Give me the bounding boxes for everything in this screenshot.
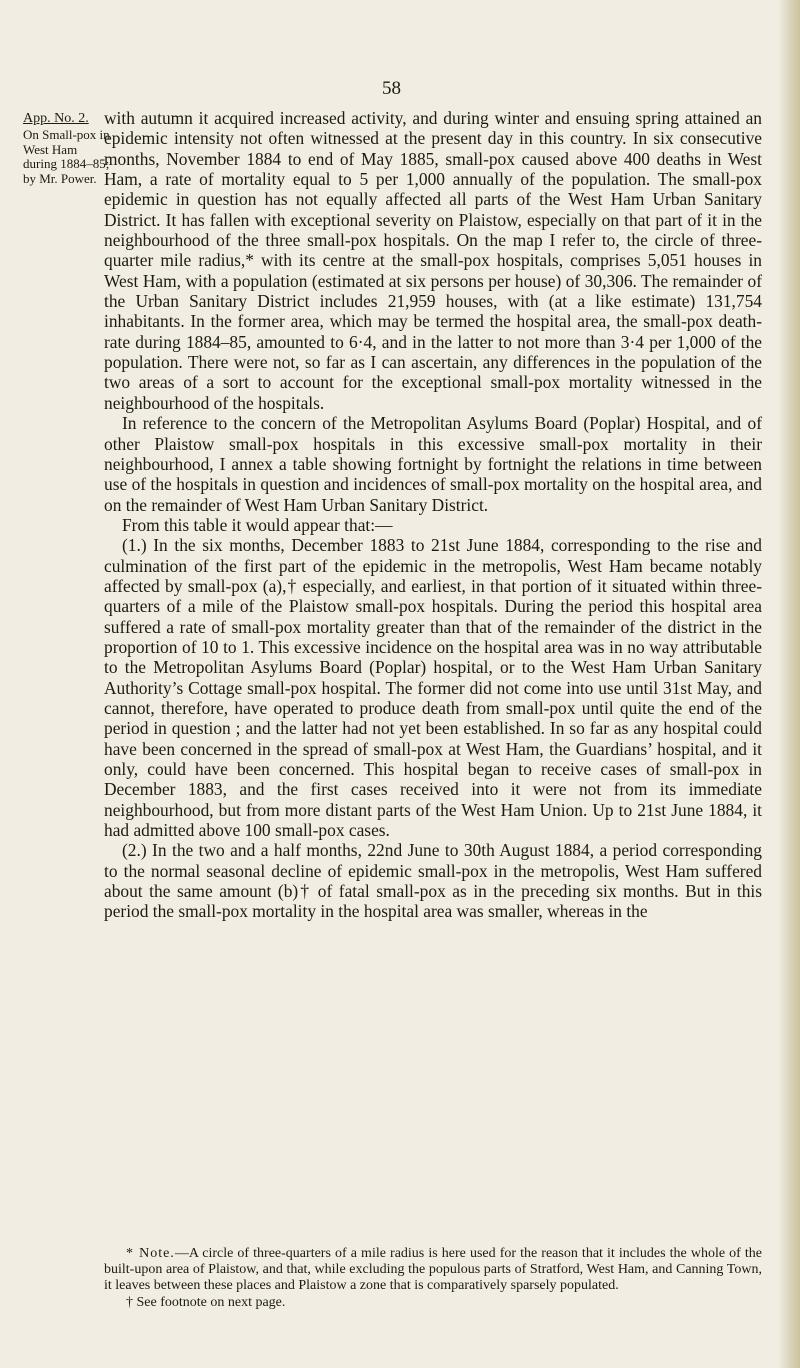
margin-sidenote [23,127,110,186]
paragraph: (1.) In the six months, December 1883 to 21st June 1884, corresponding to the rise and culmination of the first part of the epidemic in the metropolis, West Ham became notably affected by small-pox (a),† especially, and earliest, in that portion of it situated within three-quarters of a mile of the Plaistow small-pox hospitals. During the period this hospital area suffered a rate of small-pox mortality greater than that of the remainder of the district in the proportion of 10 to 1. This excessive incidence on the hospital area was in no way attributable to the Metropolitan Asylums Board (Poplar) hospital, or to the West Ham Urban Sanitary Authority’s Cottage small-pox hospital. The former did not come into use until 31st May, and cannot, therefore, have operated to produce death from small-pox until quite the end of the period in question ; and the latter had not yet been established. In so far as any hospital could have been concerned in the spread of small-pox at West Ham, the Guardians’ hospital, and it only, could have been concerned. This hospital began to receive cases of small-pox in December 1883, and the first cases received into it were not from its immediate neighbourhood, but from more distant parts of the West Ham Union. Up to 21st June 1884, it had admitted above 100 small-pox cases. [104,535,762,841]
footnote-label: * Note. [126,1246,175,1261]
paragraph: with autumn it acquired increased activity, and during winter and ensuing spring attained an epidemic intensity not often witnessed at the present day in this country. In six consecutive months, November 1884 to end of May 1885, small-pox caused above 400 deaths in West Ham, a rate of mortality equal to 5 per 1,000 annually of the population. The small-pox epidemic in question has not equally affected all parts of the West Ham Urban Sanitary District. It has fallen with exceptional severity on Plaistow, especially on that part of it in the neighbourhood of the three small-pox hospitals. On the map I refer to, the circle of three-quarter mile radius,* with its centre at the small-pox hospitals, comprises 5,051 houses in West Ham, with a population (estimated at six persons per house) of 30,306. The remainder of the Urban Sanitary District includes 21,959 houses, with (at a like estimate) 131,754 inhabitants. In the former area, which may be termed the hospital area, the small-pox death-rate during 1884–85, amounted to 6·4, and in the latter to not more than 3·4 per 1,000 of the population. There were not, so far as I can ascertain, any differences in the population of the two areas of a sort to account for the exceptional small-pox mortality witnessed in the neighbourhood of the hospitals. [104,108,762,413]
footnote-note [104,1246,762,1295]
paragraph: In reference to the concern of the Metropolitan Asylums Board (Poplar) Hospital, and of other Plaistow small-pox hospitals in this excessive small-pox mortality in their neighbourhood, I annex a table showing fortnight by fortnight the relations in time between use of the hospitals in question and incidences of small-pox mortality on the hospital area, and on the remainder of West Ham Urban Sanitary District. [104,413,762,515]
body-text [104,108,762,922]
sidenote-line: On Small-pox in [23,127,110,142]
footnote-text: —A circle of three-quarters of a mile radius is here used for the reason that it includes the whole of the built-upon area of Plaistow, and that, while excluding the populous parts of Stratford, West Ham, and Canning Town, it leaves between these places and Plaistow a zone that is comparatively sparsely populated. [104,1246,762,1294]
footnotes [104,1246,762,1311]
sidenote-line: by Mr. Power. [23,170,97,186]
paragraph: From this table it would appear that:— [122,514,393,535]
appendix-reference-text: App. No. 2. [23,111,89,126]
page-edge-shading [778,0,800,1368]
sidenote-line: West Ham [23,141,78,157]
paragraph: (2.) In the two and a half months, 22nd June to 30th August 1884, a period corresponding to the normal seasonal decline of epidemic small-pox in the metropolis, West Ham suffered about the same amount (b)† of fatal small-pox as in the preceding six months. But in this period the small-pox mortality in the hospital area was smaller, whereas in the [104,840,762,922]
appendix-reference [23,111,93,127]
sidenote-line: during 1884–85; [23,156,110,171]
page-number: 58 [382,78,401,99]
footnote-dagger: † See footnote on next page. [126,1294,286,1310]
